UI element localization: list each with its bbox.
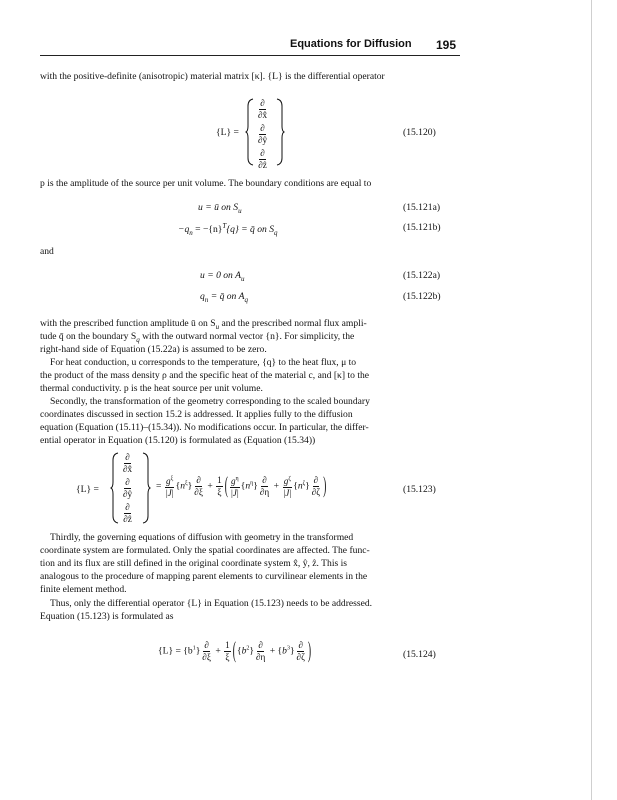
para5-line2: coordinates discussed in section 15.2 is addressed. It applies fully to the diffusion (40, 409, 353, 420)
eq-15-120-operator-column (257, 97, 268, 172)
para5-line4: ential operator in Equation (15.120) is formulated as (Equation (15.34)) (40, 435, 316, 446)
eq-15-124: $\{L\} = \{b^1\}$ $\frac{\partial}{\partial\xi}$ + $\frac{1}{\xi}$ ($\{b^2\}$ $\frac{\partial}{\partial\eta}$ + $\{b^3\}$ $\frac{\partial}{\partial\zeta}$ ) (158, 638, 312, 665)
eq-15-123-lhs: {L} = (76, 484, 99, 495)
dz-denominator: ∂ẑ (258, 160, 267, 170)
eq-15-121a-sub: u (238, 206, 242, 215)
dx-numerator: ∂ (260, 98, 265, 108)
para6-line2: coordinate system are formulated. Only the spatial coordinates are affected. The func- (40, 545, 370, 556)
eq-15-121b-number: (15.121b) (403, 222, 441, 233)
dx-denominator: ∂x̂ (258, 110, 268, 120)
para7-line1: Thus, only the differential operator {L} in Equation (15.123) needs to be addressed. (50, 598, 373, 609)
eq-15-121a (198, 202, 242, 215)
para3-line3: right-hand side of Equation (15.22a) is assumed to be zero. (40, 344, 267, 355)
para3-line2b: with the outward normal vector {n}. For simplicity, the (142, 331, 355, 342)
dz-numerator: ∂ (260, 148, 265, 158)
para5-line3: equation (Equation (15.11)–(15.34)). No modifications occur. In particular, the differ- (40, 422, 369, 433)
para4-line3: thermal conductivity. p is the heat source per unit volume. (40, 383, 263, 394)
running-header-title: Equations for Diffusion (290, 38, 412, 50)
eq-15-121b (178, 222, 278, 237)
eq-15-122b-number: (15.122b) (403, 291, 441, 302)
para6-line3: tion and its flux are still defined in the original coordinate system x̂, ŷ, ẑ. This is (40, 558, 348, 569)
header-rule (40, 55, 460, 56)
eq-15-121a-number: (15.121a) (403, 202, 441, 213)
eq-15-123-rhs: = $\frac{g^\xi}{|J|}$ $\{n^\xi\}$ $\frac{\partial}{\partial\xi}$ + $\frac{1}{\xi}$ ( $\frac{g^\eta}{|J|}$ $\{n^\eta\}$ $\frac{\partial}{\partial\eta}$ + $\frac{g^\zeta}{|J|}$ $\{n^\zeta\}$ $\frac{\partial}{\partial\zeta}$ ) (156, 473, 327, 500)
eq-15-122a-number: (15.122a) (403, 270, 441, 281)
eq-15-122b-rest: = q̄ on A (208, 291, 245, 302)
dy-numerator: ∂ (260, 123, 265, 133)
eq-15-122a-sub: u (240, 274, 245, 283)
eq-15-122b (200, 291, 248, 304)
eq-15-123-right-brace (141, 452, 151, 524)
eq-15-121a-body: u = ū on S (198, 202, 239, 213)
paragraph-intro: with the positive-definite (anisotropic) material matrix [κ]. {L} is the differential operator (40, 71, 385, 82)
eq-15-124-lhs: {L} = {b (158, 645, 193, 657)
para6-line4: analogous to the procedure of mapping parent elements to curvilinear elements in the (40, 571, 368, 582)
para3-line1a: with the prescribed function amplitude ū on S (40, 318, 216, 329)
eq-15-120-right-brace (275, 98, 285, 166)
eq-15-121b-sub-n: n (189, 229, 193, 238)
dy-denominator: ∂ŷ (258, 135, 268, 145)
para3-line2: tude q̄ on the boundary $S_q$ with the outward normal vector {n}. For simplicity, the (40, 331, 355, 344)
eq-15-122a (200, 270, 244, 283)
eq-15-121b-mid: = −{n} (192, 224, 223, 236)
eq-15-121b-q: −q (178, 224, 190, 236)
eq-15-123-operator-column: $\frac{\partial}{\partial x̂}$ $\frac{\partial}{\partial ŷ}$ $\frac{\partial}{\text{∂ẑ}}$ (123, 452, 133, 524)
eq-15-123-left-brace (110, 452, 120, 524)
para5-line1: Secondly, the transformation of the geometry corresponding to the scaled boundary (50, 396, 370, 407)
eq-15-124-number: (15.124) (403, 649, 436, 660)
eq-15-122b-sub-n: n (204, 295, 209, 304)
eq-15-121b-sup-t: T (222, 222, 227, 230)
eq-15-120-number: (15.120) (403, 127, 436, 138)
eq-15-120-left-brace (245, 98, 255, 166)
para3-line2a: tude q̄ on the boundary S (40, 331, 137, 342)
eq-15-120-lhs: {L} = (216, 127, 239, 138)
paragraph-source-amplitude: p is the amplitude of the source per unit volume. The boundary conditions are equal to (40, 178, 372, 189)
eq-15-121b-end: {q} = q̄ on S (226, 224, 275, 236)
para7-line2: Equation (15.123) is formulated as (40, 611, 174, 622)
eq-15-122a-body: u = 0 on A (200, 270, 241, 281)
para6-line5: finite element method. (40, 584, 127, 595)
para4-line2: the product of the mass density ρ and the specific heat of the material c, and [κ] to the (40, 370, 370, 381)
eq-15-121b-sub-q: q (274, 229, 278, 238)
word-and: and (40, 246, 54, 257)
page-number: 195 (436, 38, 457, 52)
eq-15-122b-sub-q: q (244, 295, 248, 304)
para4-line1: For heat conduction, u corresponds to the temperature, {q} to the heat flux, μ to (50, 357, 357, 368)
page-edge-line (591, 0, 592, 800)
para3-line1b: and the prescribed normal flux ampli- (221, 318, 367, 329)
eq-15-122b-q: q (200, 291, 205, 302)
para6-line1: Thirdly, the governing equations of diffusion with geometry in the transformed (50, 532, 354, 543)
eq-15-123-number: (15.123) (403, 484, 436, 495)
para3-line1: with the prescribed function amplitude ū on $S_u$ and the prescribed normal flux ampli- (40, 318, 367, 331)
